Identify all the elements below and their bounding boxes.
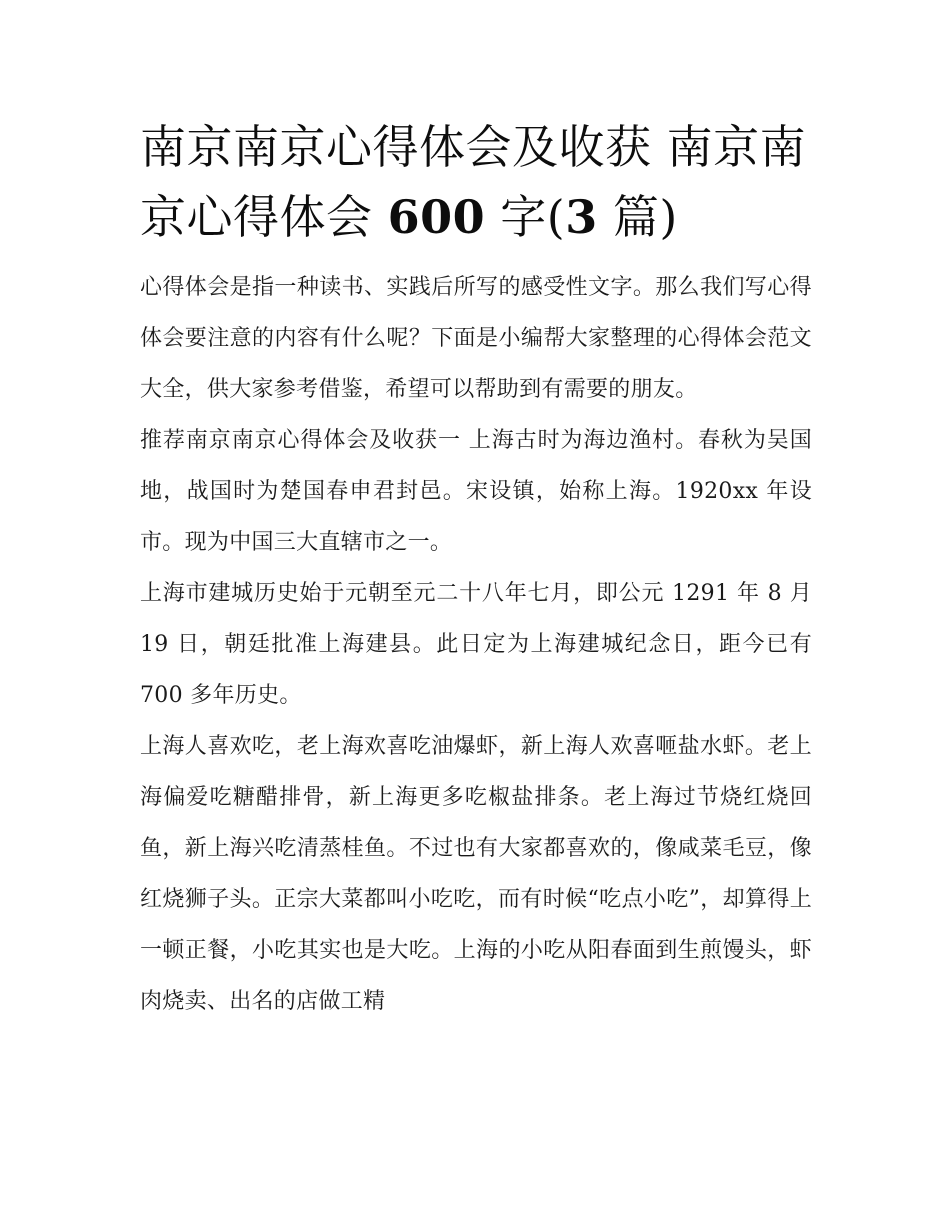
document-title	[140, 112, 812, 252]
title-text-3: 篇)	[612, 190, 678, 244]
title-count: 3	[565, 190, 598, 244]
document-body	[140, 112, 812, 1027]
title-text-2: 字(	[500, 190, 566, 244]
title-text: 南京南京心得体会及收获 南京南京心得体会	[140, 120, 807, 244]
paragraph-shanghai-food: 上海人喜欢吃，老上海欢喜吃油爆虾，新上海人欢喜咂盐水虾。老上海偏爱吃糖醋排骨，新上海更多吃椒盐排条。老上海过节烧红烧回鱼，新上海兴吃清蒸桂鱼。不过也有大家都喜欢的，像咸菜毛豆，像红烧狮子头。正宗大菜都叫小吃吃，而有时候“吃点小吃”，却算得上一顿正餐，小吃其实也是大吃。上海的小吃从阳春面到生煎馒头，虾肉烧卖、出名的店做工精	[140, 734, 812, 1014]
title-number: 600	[387, 190, 486, 244]
paragraph-intro: 心得体会是指一种读书、实践后所写的感受性文字。那么我们写心得体会要注意的内容有什么呢？下面是小编帮大家整理的心得体会范文大全，供大家参考借鉴，希望可以帮助到有需要的朋友。	[140, 275, 812, 402]
paragraph-shanghai-history: 推荐南京南京心得体会及收获一 上海古时为海边渔村。春秋为吴国地，战国时为楚国春申君封邑。宋设镇，始称上海。1920xx 年设市。现为中国三大直辖市之一。	[140, 428, 812, 555]
paragraph-city-founding: 上海市建城历史始于元朝至元二十八年七月，即公元 1291 年 8 月 19 日，朝廷批准上海建县。此日定为上海建城纪念日，距今已有 700 多年历史。	[140, 581, 812, 708]
